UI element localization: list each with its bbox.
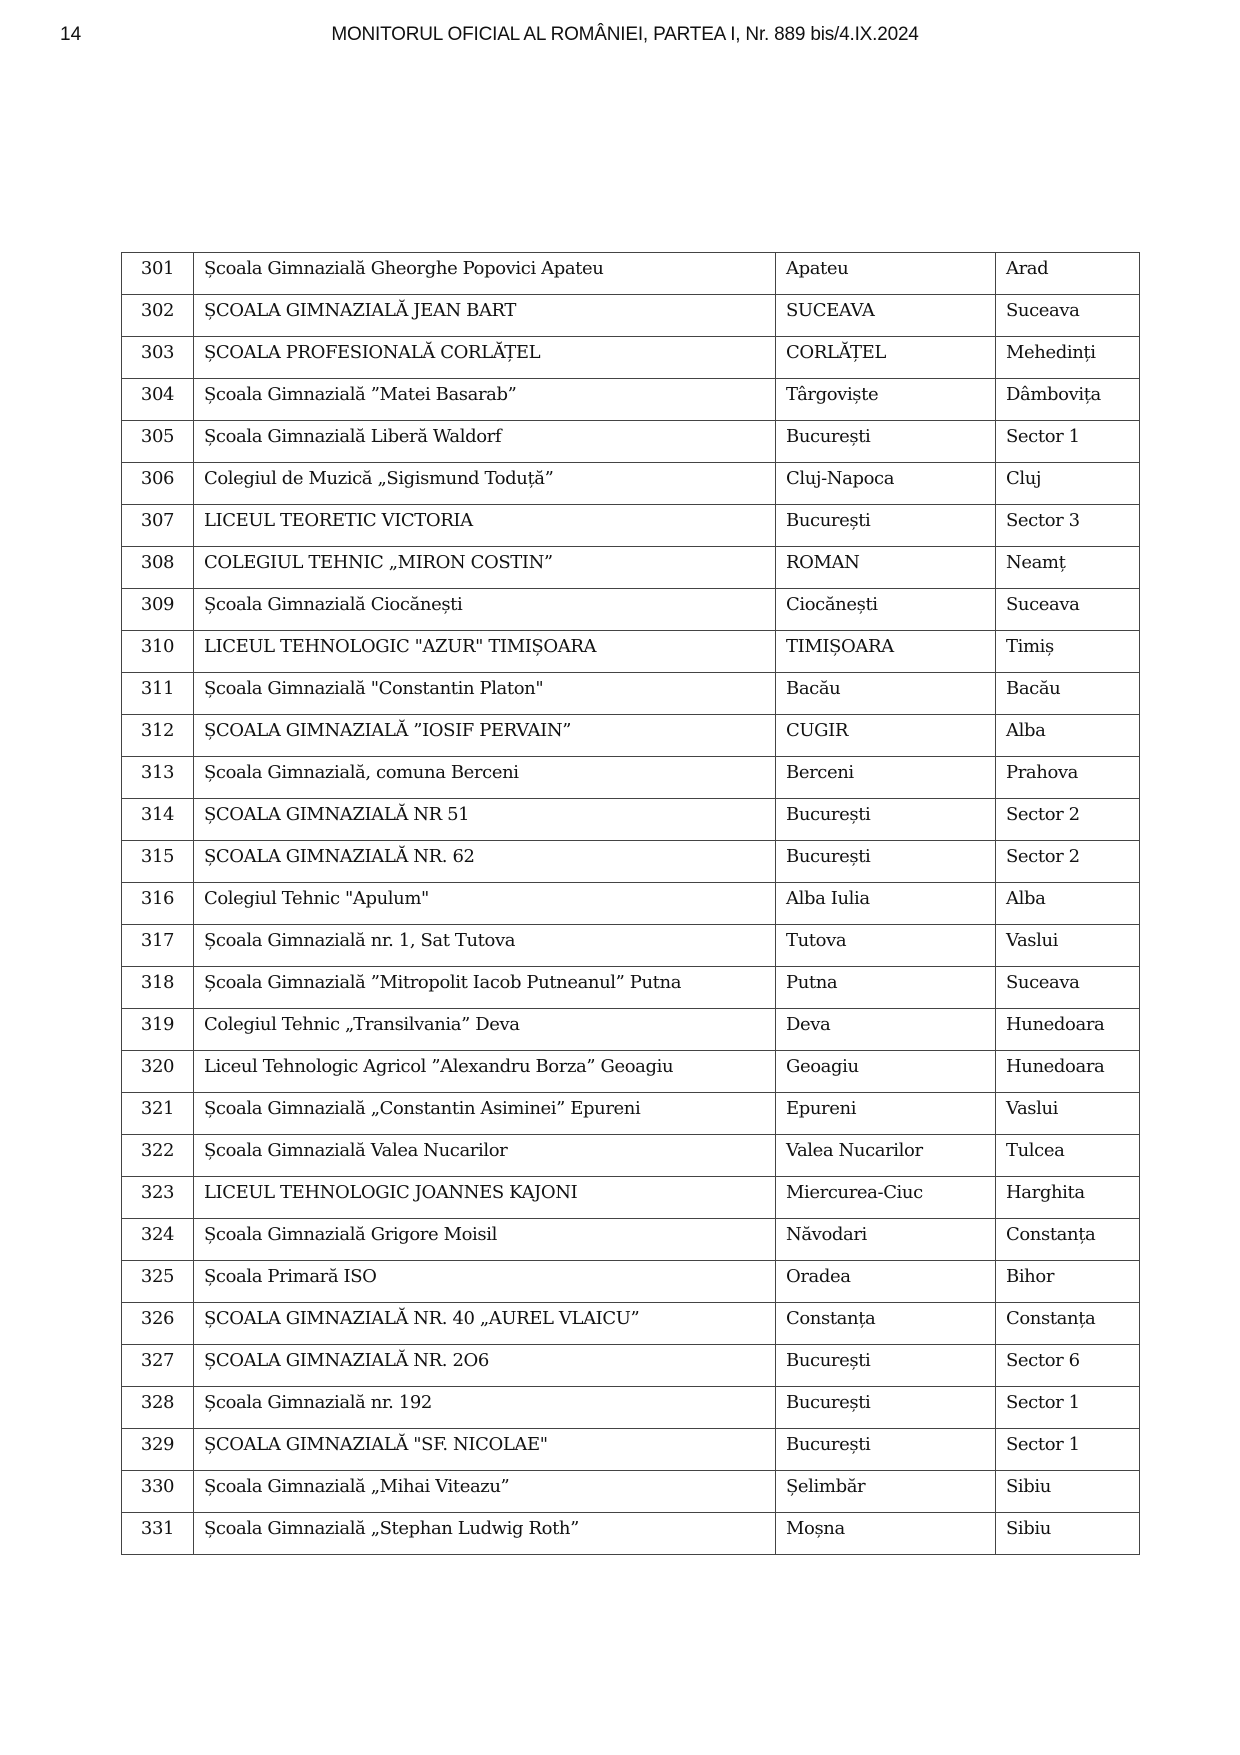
- school-name: Colegiul Tehnic "Apulum": [194, 883, 776, 925]
- school-name: Școala Gimnazială ”Matei Basarab”: [194, 379, 776, 421]
- county: Suceava: [996, 589, 1140, 631]
- locality: Epureni: [776, 1093, 996, 1135]
- table-row: [122, 673, 1140, 715]
- table-row: [122, 1177, 1140, 1219]
- school-name: Școala Gimnazială Gheorghe Popovici Apateu: [194, 253, 776, 295]
- table-row: [122, 379, 1140, 421]
- school-name: Școala Gimnazială „Constantin Asiminei” Epureni: [194, 1093, 776, 1135]
- row-number: 316: [122, 883, 194, 925]
- row-number: 305: [122, 421, 194, 463]
- table-row: [122, 463, 1140, 505]
- locality: București: [776, 421, 996, 463]
- locality: București: [776, 799, 996, 841]
- locality: București: [776, 505, 996, 547]
- county: Cluj: [996, 463, 1140, 505]
- table-row: [122, 1051, 1140, 1093]
- county: Sector 6: [996, 1345, 1140, 1387]
- row-number: 321: [122, 1093, 194, 1135]
- county: Alba: [996, 715, 1140, 757]
- county: Sector 3: [996, 505, 1140, 547]
- table-row: [122, 799, 1140, 841]
- locality: Alba Iulia: [776, 883, 996, 925]
- table-row: [122, 1387, 1140, 1429]
- county: Neamț: [996, 547, 1140, 589]
- county: Sector 1: [996, 421, 1140, 463]
- county: Bihor: [996, 1261, 1140, 1303]
- row-number: 315: [122, 841, 194, 883]
- table-row: [122, 715, 1140, 757]
- school-name: Școala Gimnazială „Mihai Viteazu”: [194, 1471, 776, 1513]
- locality: Bacău: [776, 673, 996, 715]
- school-name: Școala Gimnazială „Stephan Ludwig Roth”: [194, 1513, 776, 1555]
- county: Sector 1: [996, 1429, 1140, 1471]
- row-number: 303: [122, 337, 194, 379]
- table-row: [122, 1219, 1140, 1261]
- row-number: 301: [122, 253, 194, 295]
- locality: Năvodari: [776, 1219, 996, 1261]
- county: Alba: [996, 883, 1140, 925]
- county: Sibiu: [996, 1513, 1140, 1555]
- county: Sector 1: [996, 1387, 1140, 1429]
- locality: Berceni: [776, 757, 996, 799]
- table-row: [122, 757, 1140, 799]
- county: Prahova: [996, 757, 1140, 799]
- county: Arad: [996, 253, 1140, 295]
- row-number: 314: [122, 799, 194, 841]
- table-row: [122, 1093, 1140, 1135]
- school-name: Școala Primară ISO: [194, 1261, 776, 1303]
- row-number: 306: [122, 463, 194, 505]
- school-name: ȘCOALA GIMNAZIALĂ NR. 62: [194, 841, 776, 883]
- county: Constanța: [996, 1219, 1140, 1261]
- school-name: ȘCOALA GIMNAZIALĂ NR. 2O6: [194, 1345, 776, 1387]
- table-row: [122, 1429, 1140, 1471]
- table-row: [122, 1009, 1140, 1051]
- county: Bacău: [996, 673, 1140, 715]
- school-name: Școala Gimnazială nr. 192: [194, 1387, 776, 1429]
- locality: CORLĂȚEL: [776, 337, 996, 379]
- county: Sector 2: [996, 841, 1140, 883]
- table-row: [122, 1345, 1140, 1387]
- school-name: ȘCOALA GIMNAZIALĂ "SF. NICOLAE": [194, 1429, 776, 1471]
- school-name: LICEUL TEHNOLOGIC "AZUR" TIMIȘOARA: [194, 631, 776, 673]
- school-name: Școala Gimnazială Liberă Waldorf: [194, 421, 776, 463]
- locality: ROMAN: [776, 547, 996, 589]
- locality: Putna: [776, 967, 996, 1009]
- table-row: [122, 547, 1140, 589]
- locality: Târgoviște: [776, 379, 996, 421]
- row-number: 319: [122, 1009, 194, 1051]
- table-row: [122, 883, 1140, 925]
- row-number: 323: [122, 1177, 194, 1219]
- school-name: Școala Gimnazială Valea Nucarilor: [194, 1135, 776, 1177]
- page-number: 14: [60, 24, 82, 45]
- row-number: 308: [122, 547, 194, 589]
- school-name: Școala Gimnazială, comuna Berceni: [194, 757, 776, 799]
- school-name: Școala Gimnazială "Constantin Platon": [194, 673, 776, 715]
- row-number: 320: [122, 1051, 194, 1093]
- locality: Geoagiu: [776, 1051, 996, 1093]
- county: Hunedoara: [996, 1009, 1140, 1051]
- row-number: 312: [122, 715, 194, 757]
- locality: Oradea: [776, 1261, 996, 1303]
- school-name: Colegiul Tehnic „Transilvania” Deva: [194, 1009, 776, 1051]
- county: Suceava: [996, 295, 1140, 337]
- row-number: 326: [122, 1303, 194, 1345]
- row-number: 325: [122, 1261, 194, 1303]
- school-name: Școala Gimnazială ”Mitropolit Iacob Putneanul” Putna: [194, 967, 776, 1009]
- locality: Miercurea-Ciuc: [776, 1177, 996, 1219]
- county: Vaslui: [996, 925, 1140, 967]
- school-name: ȘCOALA GIMNAZIALĂ NR. 40 „AUREL VLAICU”: [194, 1303, 776, 1345]
- table-row: [122, 589, 1140, 631]
- county: Constanța: [996, 1303, 1140, 1345]
- school-name: ȘCOALA GIMNAZIALĂ ”IOSIF PERVAIN”: [194, 715, 776, 757]
- row-number: 302: [122, 295, 194, 337]
- locality: TIMIȘOARA: [776, 631, 996, 673]
- county: Sector 2: [996, 799, 1140, 841]
- table-row: [122, 1513, 1140, 1555]
- school-name: LICEUL TEHNOLOGIC JOANNES KAJONI: [194, 1177, 776, 1219]
- locality: Apateu: [776, 253, 996, 295]
- table-row: [122, 505, 1140, 547]
- county: Tulcea: [996, 1135, 1140, 1177]
- school-name: Școala Gimnazială Grigore Moisil: [194, 1219, 776, 1261]
- county: Timiș: [996, 631, 1140, 673]
- row-number: 331: [122, 1513, 194, 1555]
- table-row: [122, 253, 1140, 295]
- locality: CUGIR: [776, 715, 996, 757]
- row-number: 322: [122, 1135, 194, 1177]
- locality: SUCEAVA: [776, 295, 996, 337]
- row-number: 324: [122, 1219, 194, 1261]
- locality: București: [776, 1345, 996, 1387]
- table-row: [122, 1303, 1140, 1345]
- table-row: [122, 841, 1140, 883]
- table-row: [122, 967, 1140, 1009]
- table-row: [122, 337, 1140, 379]
- county: Dâmbovița: [996, 379, 1140, 421]
- school-name: Liceul Tehnologic Agricol ”Alexandru Borza” Geoagiu: [194, 1051, 776, 1093]
- school-name: LICEUL TEORETIC VICTORIA: [194, 505, 776, 547]
- school-name: ȘCOALA PROFESIONALĂ CORLĂȚEL: [194, 337, 776, 379]
- row-number: 329: [122, 1429, 194, 1471]
- county: Harghita: [996, 1177, 1140, 1219]
- row-number: 309: [122, 589, 194, 631]
- locality: București: [776, 841, 996, 883]
- table-row: [122, 421, 1140, 463]
- locality: Constanța: [776, 1303, 996, 1345]
- locality: București: [776, 1387, 996, 1429]
- locality: Tutova: [776, 925, 996, 967]
- county: Hunedoara: [996, 1051, 1140, 1093]
- locality: București: [776, 1429, 996, 1471]
- row-number: 311: [122, 673, 194, 715]
- table-row: [122, 295, 1140, 337]
- page-header: MONITORUL OFICIAL AL ROMÂNIEI, PARTEA I, Nr. 889 bis/4.IX.2024: [331, 24, 919, 45]
- county: Sibiu: [996, 1471, 1140, 1513]
- locality: Șelimbăr: [776, 1471, 996, 1513]
- table-row: [122, 1471, 1140, 1513]
- schools-table: [121, 252, 1140, 1555]
- county: Vaslui: [996, 1093, 1140, 1135]
- row-number: 327: [122, 1345, 194, 1387]
- table-row: [122, 1135, 1140, 1177]
- school-name: Colegiul de Muzică „Sigismund Toduță”: [194, 463, 776, 505]
- table-row: [122, 1261, 1140, 1303]
- table-row: [122, 631, 1140, 673]
- school-name: ȘCOALA GIMNAZIALĂ NR 51: [194, 799, 776, 841]
- row-number: 317: [122, 925, 194, 967]
- table-row: [122, 925, 1140, 967]
- school-name: Școala Gimnazială Ciocănești: [194, 589, 776, 631]
- row-number: 304: [122, 379, 194, 421]
- row-number: 318: [122, 967, 194, 1009]
- school-name: COLEGIUL TEHNIC „MIRON COSTIN”: [194, 547, 776, 589]
- school-name: Școala Gimnazială nr. 1, Sat Tutova: [194, 925, 776, 967]
- row-number: 330: [122, 1471, 194, 1513]
- row-number: 313: [122, 757, 194, 799]
- row-number: 307: [122, 505, 194, 547]
- locality: Moșna: [776, 1513, 996, 1555]
- county: Suceava: [996, 967, 1140, 1009]
- county: Mehedinți: [996, 337, 1140, 379]
- locality: Deva: [776, 1009, 996, 1051]
- school-name: ȘCOALA GIMNAZIALĂ JEAN BART: [194, 295, 776, 337]
- locality: Valea Nucarilor: [776, 1135, 996, 1177]
- row-number: 328: [122, 1387, 194, 1429]
- locality: Cluj-Napoca: [776, 463, 996, 505]
- locality: Ciocănești: [776, 589, 996, 631]
- row-number: 310: [122, 631, 194, 673]
